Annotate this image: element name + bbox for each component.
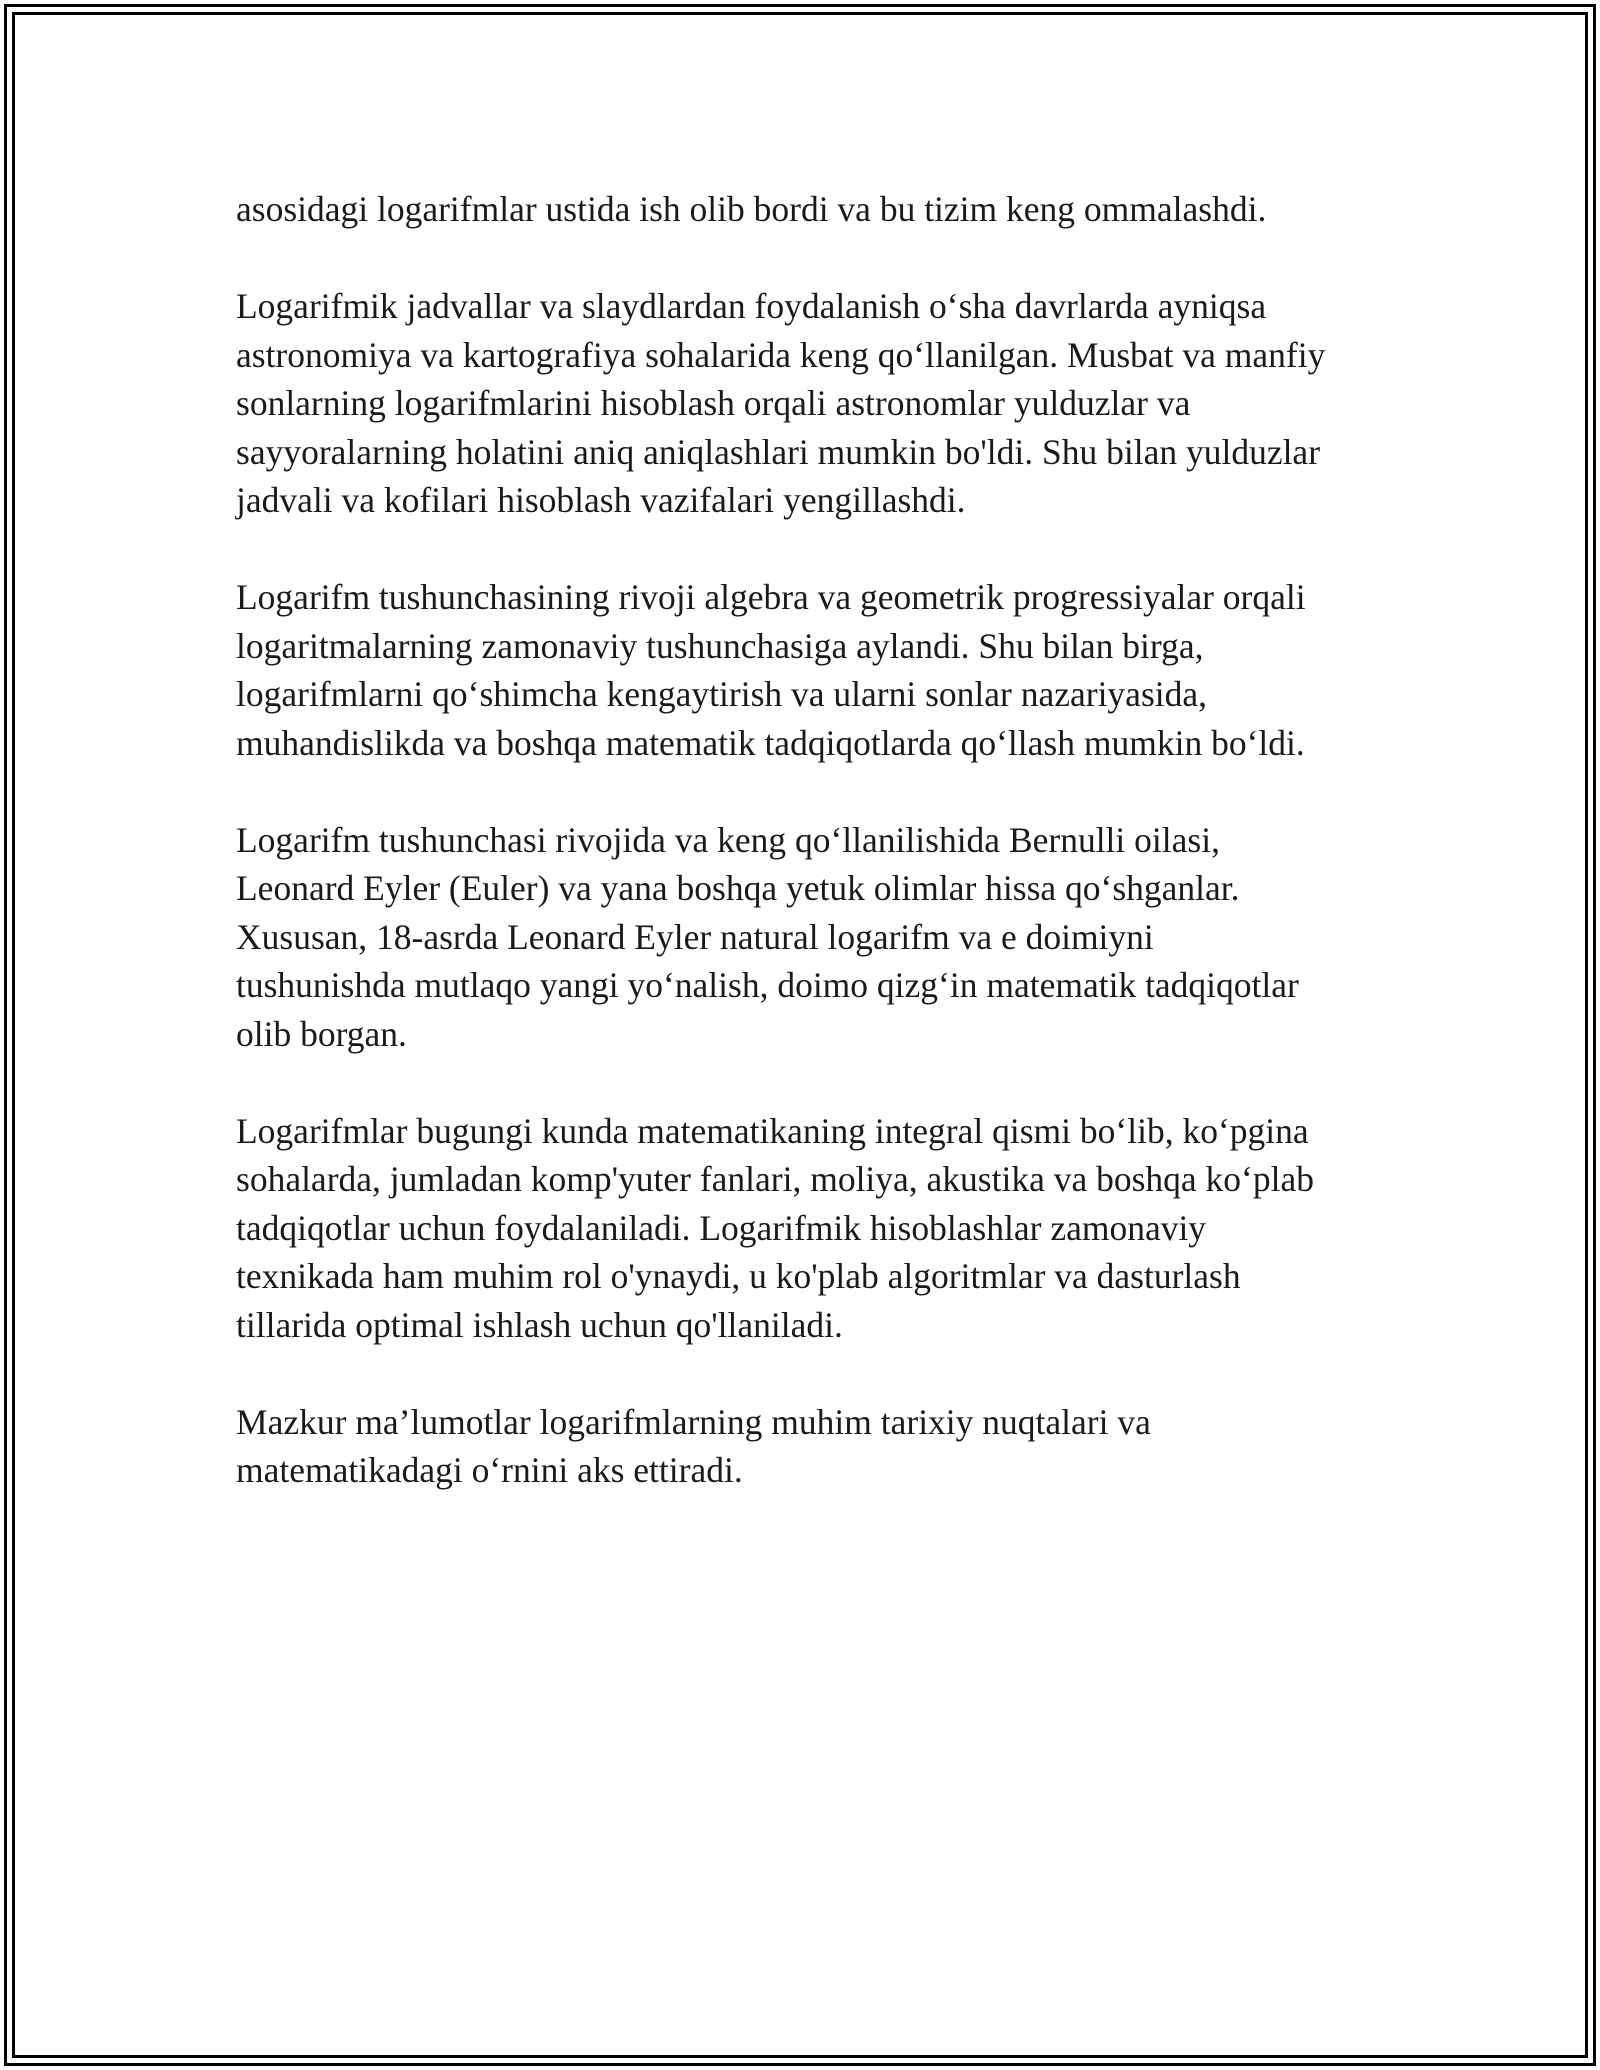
- paragraph-euler: Logarifm tushunchasi rivojida va keng qo‘llanilishida Bernulli oilasi, Leonard Eyler (Euler) va yana boshqa yetuk olimlar hissa qo‘shganlar. Xususan, 18-asrda Leonard Eyler natural logarifm va e doimiyni tushunishda mutlaqo yangi yo‘nalish, doimo qizg‘in matematik tadqiqotlar olib borgan.: [236, 819, 1299, 1054]
- paragraph-conclusion: Mazkur ma’lumotlar logarifmlarning muhim tarixiy nuqtalari va matematikadagi o‘rnini aks ettiradi.: [236, 1401, 1151, 1490]
- paragraph-algebra: Logarifm tushunchasining rivoji algebra va geometrik progressiyalar orqali logaritmalarning zamonaviy tushunchasiga aylandi. Shu bilan birga, logarifmlarni qo‘shimcha kengaytirish va ularni sonlar nazariyasida, muhandislikda va boshqa matematik tadqiqotlarda qo‘llash mumkin bo‘ldi.: [236, 577, 1306, 763]
- document-body: [236, 185, 1416, 1543]
- paragraph-astronomy: Logarifmik jadvallar va slaydlardan foydalanish o‘sha davrlarda ayniqsa astronomiya va kartografiya sohalarida keng qo‘llanilgan. Musbat va manfiy sonlarning logarifmlarini hisoblash orqali astronomlar yulduzlar va sayyoralarning holatini aniq aniqlashlari mumkin bo'ldi. Shu bilan yulduzlar jadvali va kofilari hisoblash vazifalari yengillashdi.: [236, 286, 1326, 520]
- paragraph-modern-use: Logarifmlar bugungi kunda matematikaning integral qismi bo‘lib, ko‘pgina sohalarda, jumladan komp'yuter fanlari, moliya, akustika va boshqa ko‘plab tadqiqotlar uchun foydalaniladi. Logarifmik hisoblashlar zamonaviy texnikada ham muhim rol o'ynaydi, u ko'plab algoritmlar va dasturlash tillarida optimal ishlash uchun qo'llaniladi.: [236, 1110, 1315, 1345]
- paragraph-continuation: asosidagi logarifmlar ustida ish olib bordi va bu tizim keng ommalashdi.: [236, 189, 1267, 229]
